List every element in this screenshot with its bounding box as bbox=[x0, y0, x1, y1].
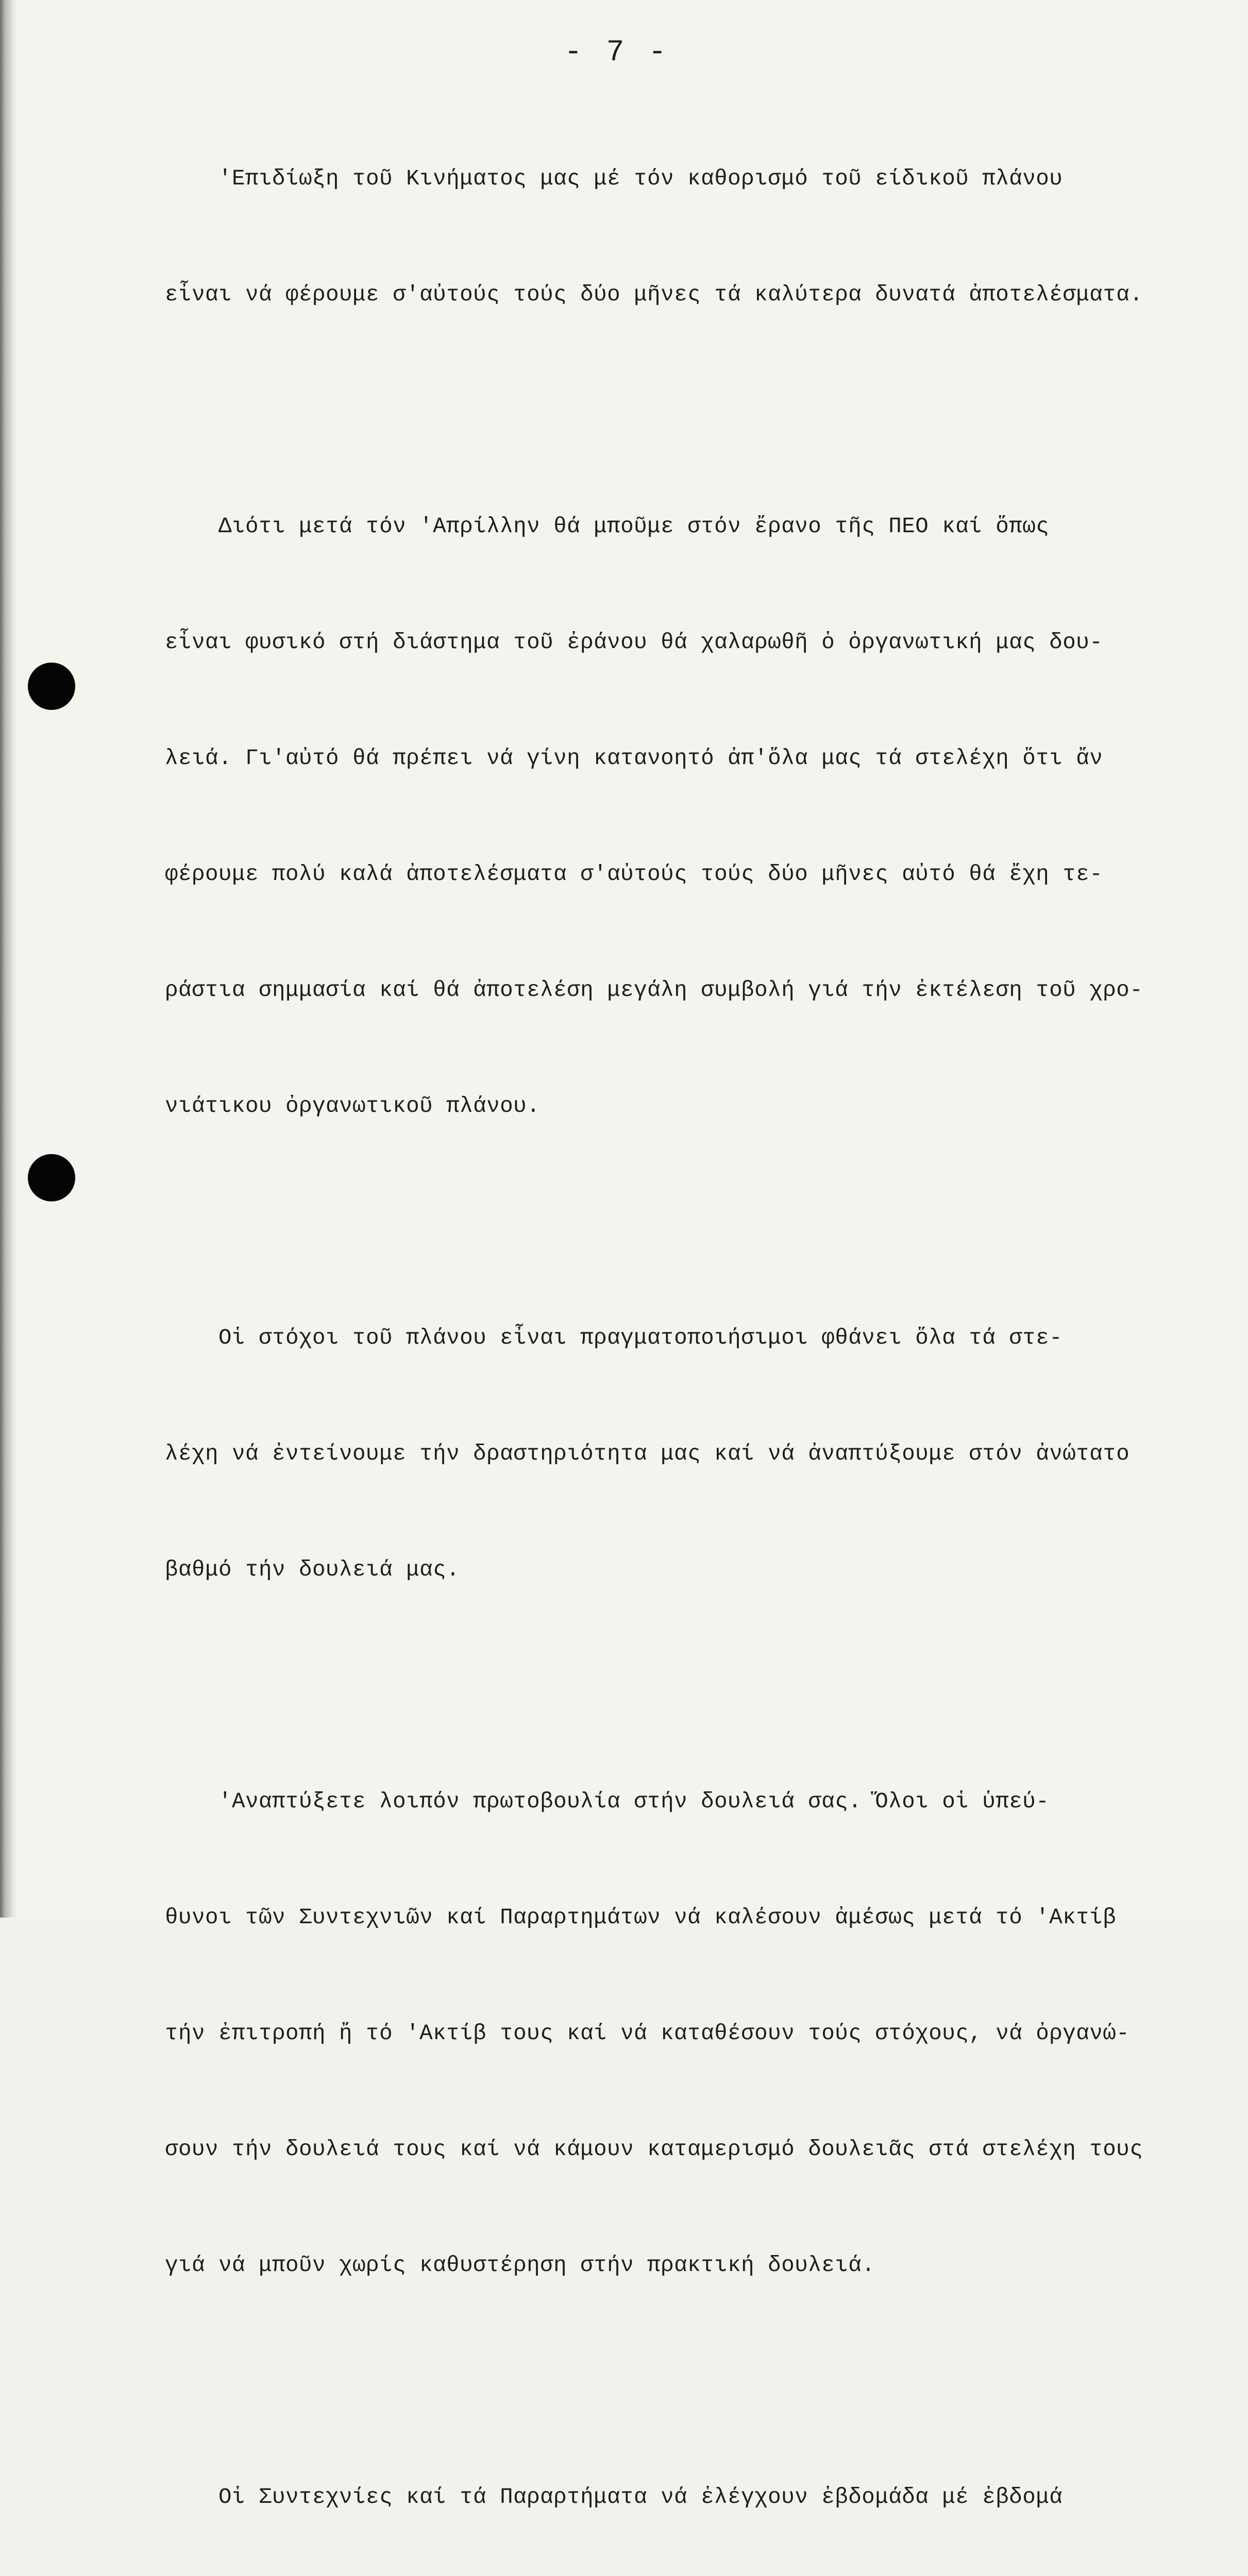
text-line: βαθμό τήν δουλειά μας. bbox=[165, 1557, 460, 1582]
text-line: φέρουμε πολύ καλά ἀποτελέσματα σ'αὐτούς τούς δύο μῆνες αὐτό θά ἔχη τε- bbox=[165, 862, 1103, 887]
paragraph bbox=[165, 1242, 1188, 1667]
text-line: Διότι μετά τόν 'Απρίλλην θά μποῦμε στόν ἔρανο τῆς ΠΕΟ καί ὅπως bbox=[165, 514, 1050, 539]
text-line: νιάτικου ὀργανωτικοῦ πλάνου. bbox=[165, 1094, 541, 1118]
text-line: εἶναι νά φέρουμε σ'αὐτούς τούς δύο μῆνες τά καλύτερα δυνατά ἀποτελέσματα. bbox=[165, 282, 1143, 307]
page-number: - 7 - bbox=[564, 36, 670, 70]
text-line: λειά. Γι'αὐτό θά πρέπει νά γίνη κατανοητό ἀπ'ὅλα μας τά στελέχη ὅτι ἄν bbox=[165, 746, 1103, 771]
punch-hole-icon bbox=[28, 1154, 75, 1201]
text-line: σουν τήν δουλειά τους καί νά κάμουν καταμερισμό δουλειᾶς στά στελέχη τους bbox=[165, 2137, 1143, 2162]
paragraph bbox=[165, 2401, 1188, 2576]
paragraph bbox=[165, 430, 1188, 1203]
text-line: τήν ἐπιτροπή ἤ τό 'Ακτίβ τους καί νά καταθέσουν τούς στόχους, νά ὀργανώ- bbox=[165, 2021, 1130, 2046]
punch-hole-icon bbox=[28, 663, 75, 710]
text-line: Οἱ στόχοι τοῦ πλάνου εἶναι πραγματοποιήσιμοι φθάνει ὅλα τά στε- bbox=[165, 1326, 1063, 1350]
text-line: Οἱ Συντεχνίες καί τά Παραρτήματα νά ἐλέγχουν ἑβδομάδα μέ ἑβδομά bbox=[165, 2485, 1063, 2510]
text-line: εἶναι φυσικό στή διάστημα τοῦ ἐράνου θά χαλαρωθῆ ὁ ὀργανωτική μας δου- bbox=[165, 630, 1103, 655]
scan-edge-shadow bbox=[0, 0, 18, 1918]
paragraph bbox=[165, 82, 1188, 392]
document-body bbox=[165, 82, 1188, 2576]
paragraph bbox=[165, 1705, 1188, 2362]
text-line: 'Επιδίωξη τοῦ Κινήματος μας μέ τόν καθορισμό τοῦ είδικοῦ πλάνου bbox=[165, 166, 1063, 191]
text-line: λέχη νά ἐντείνουμε τήν δραστηριότητα μας καί νά ἀναπτύξουμε στόν ἀνώτατο bbox=[165, 1442, 1130, 1466]
text-line: θυνοι τῶν Συντεχνιῶν καί Παραρτημάτων νά καλέσουν ἀμέσως μετά τό 'Ακτίβ bbox=[165, 1905, 1117, 1930]
text-line: γιά νά μποῦν χωρίς καθυστέρηση στήν πρακτική δουλειά. bbox=[165, 2253, 875, 2278]
text-line: 'Αναπτύξετε λοιπόν πρωτοβουλία στήν δουλειά σας. Ὅλοι οἱ ὑπεύ- bbox=[165, 1789, 1050, 1814]
text-line: ράστια σημμασία καί θά ἀποτελέση μεγάλη συμβολή γιά τήν ἐκτέλεση τοῦ χρο- bbox=[165, 978, 1143, 1003]
